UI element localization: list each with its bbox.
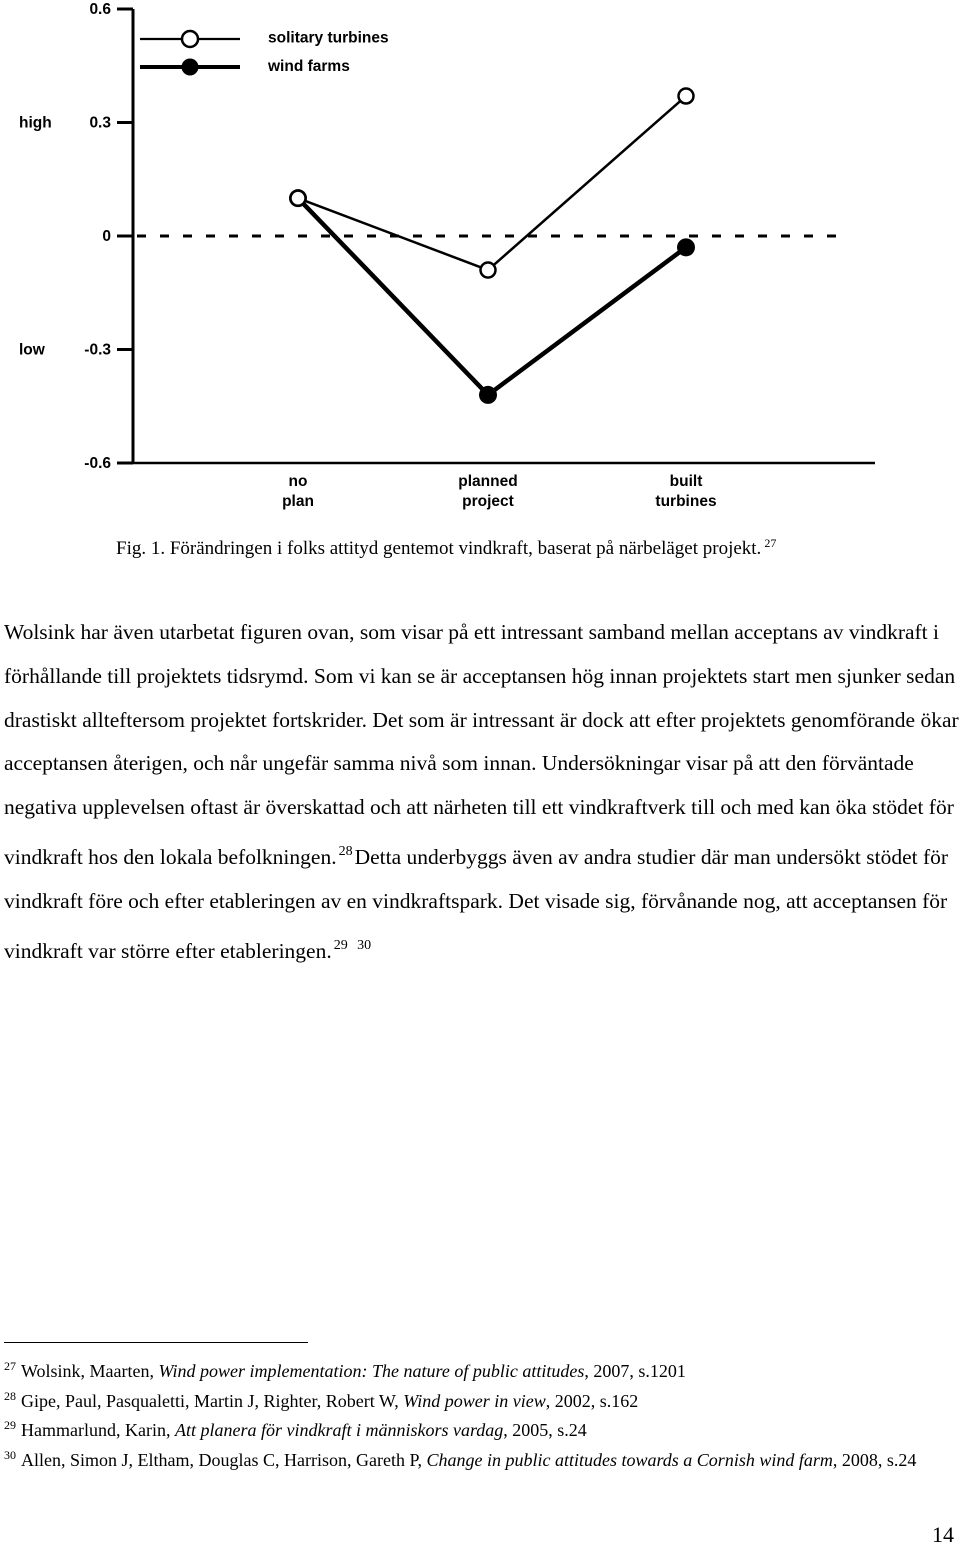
- caption-text: Fig. 1. Förändringen i folks attityd gentemot vindkraft, baserat på närbeläget projekt.: [116, 538, 762, 559]
- series-line-solitary-turbines: [298, 96, 686, 270]
- footnote-30: [4, 1443, 954, 1473]
- data-point-wind-farms: [479, 386, 497, 404]
- legend-label-windfarms: wind farms: [268, 58, 350, 75]
- footnote-title: Att planera för vindkraft i människors vardag: [174, 1420, 504, 1440]
- footnote-number: 30: [4, 1447, 16, 1462]
- y-tick-label: 0.6: [89, 1, 111, 18]
- attitude-change-chart: [0, 0, 960, 525]
- level-label-low: low: [19, 341, 45, 359]
- footnote-details: , 2005, s.24: [503, 1420, 587, 1440]
- page-number: 14: [932, 1522, 954, 1547]
- x-category-label: plan: [282, 493, 314, 510]
- figure-caption: [116, 536, 776, 560]
- y-tick-label: 0: [102, 228, 111, 245]
- footnote-author: Hammarlund, Karin,: [21, 1420, 175, 1440]
- x-category-label: no: [288, 473, 308, 490]
- footnote-27: [4, 1354, 954, 1384]
- y-tick-label: -0.3: [84, 341, 111, 359]
- footnote-ref-30: 30: [357, 937, 372, 953]
- series-line-wind-farms: [298, 198, 686, 395]
- y-tick-label: -0.6: [84, 455, 111, 472]
- data-point-wind-farms: [677, 238, 695, 256]
- legend-marker-filled-circle: [182, 59, 199, 76]
- footnote-author: Wolsink, Maarten,: [21, 1361, 159, 1381]
- legend-marker-open-circle: [182, 31, 198, 47]
- body-paragraph: [4, 611, 960, 973]
- body-text-part-2: Detta underbyggs även av andra studier där man undersökt stödet för vindkraft före och efter etableringen av en vindkraftspark. Det visade sig, förvånande nog, att acceptansen för vindkraft var större efter etableringen.: [4, 844, 949, 963]
- x-category-label: project: [462, 493, 514, 510]
- footnote-number: 28: [4, 1388, 16, 1403]
- footnote-details: , 2008, s.24: [832, 1449, 917, 1470]
- footnote-ref-29: 29: [333, 937, 348, 953]
- y-tick-label: 0.3: [89, 114, 111, 132]
- footnote-title: Change in public attitudes towards a Cornish wind farm: [426, 1449, 833, 1470]
- data-point-solitary-turbines: [481, 263, 496, 278]
- footnote-author: Gipe, Paul, Pasqualetti, Martin J, Righter, Robert W,: [21, 1390, 404, 1411]
- x-category-label: turbines: [655, 493, 717, 510]
- footnote-number: 29: [4, 1418, 16, 1432]
- x-category-label: built: [669, 473, 703, 490]
- level-label-high: high: [19, 114, 52, 132]
- footnote-28: [4, 1384, 954, 1414]
- data-point-solitary-turbines: [291, 191, 306, 206]
- body-text-part-1: Wolsink har även utarbetat figuren ovan, som visar på ett intressant samband mellan acceptans av vindkraft i förhållande till projektets tidsrymd. Som vi kan se är acceptansen hög innan projektets start men sjunker sedan drastiskt allteftersom projektet fortskrider. Det som är intressant är dock att efter projektets genomförande ökar acceptansen återigen, och når ungefär samma nivå som innan. Undersökningar visar på att den förväntade negativa upplevelsen oftast är överskattad och att närheten till ett vindkraftverk till och med kan öka stödet för vindkraft hos den lokala befolkningen.: [4, 620, 959, 869]
- footnotes: [4, 1354, 954, 1472]
- footnote-details: , 2007, s.1201: [584, 1361, 686, 1381]
- x-category-label: planned: [458, 473, 518, 490]
- footnote-details: , 2002, s.162: [545, 1390, 639, 1411]
- footnote-number: 27: [4, 1359, 16, 1373]
- legend: [140, 30, 389, 76]
- footnote-separator: [4, 1342, 308, 1343]
- footnote-title: Wind power implementation: The nature of public attitudes: [158, 1361, 585, 1381]
- footnote-29: [4, 1413, 954, 1443]
- caption-footnote-ref: 27: [764, 536, 777, 550]
- legend-label-solitary: solitary turbines: [268, 29, 389, 47]
- footnote-author: Allen, Simon J, Eltham, Douglas C, Harrison, Gareth P,: [21, 1449, 427, 1470]
- footnote-ref-28: 28: [338, 843, 353, 859]
- footnote-title: Wind power in view: [403, 1390, 546, 1411]
- data-point-solitary-turbines: [679, 89, 694, 104]
